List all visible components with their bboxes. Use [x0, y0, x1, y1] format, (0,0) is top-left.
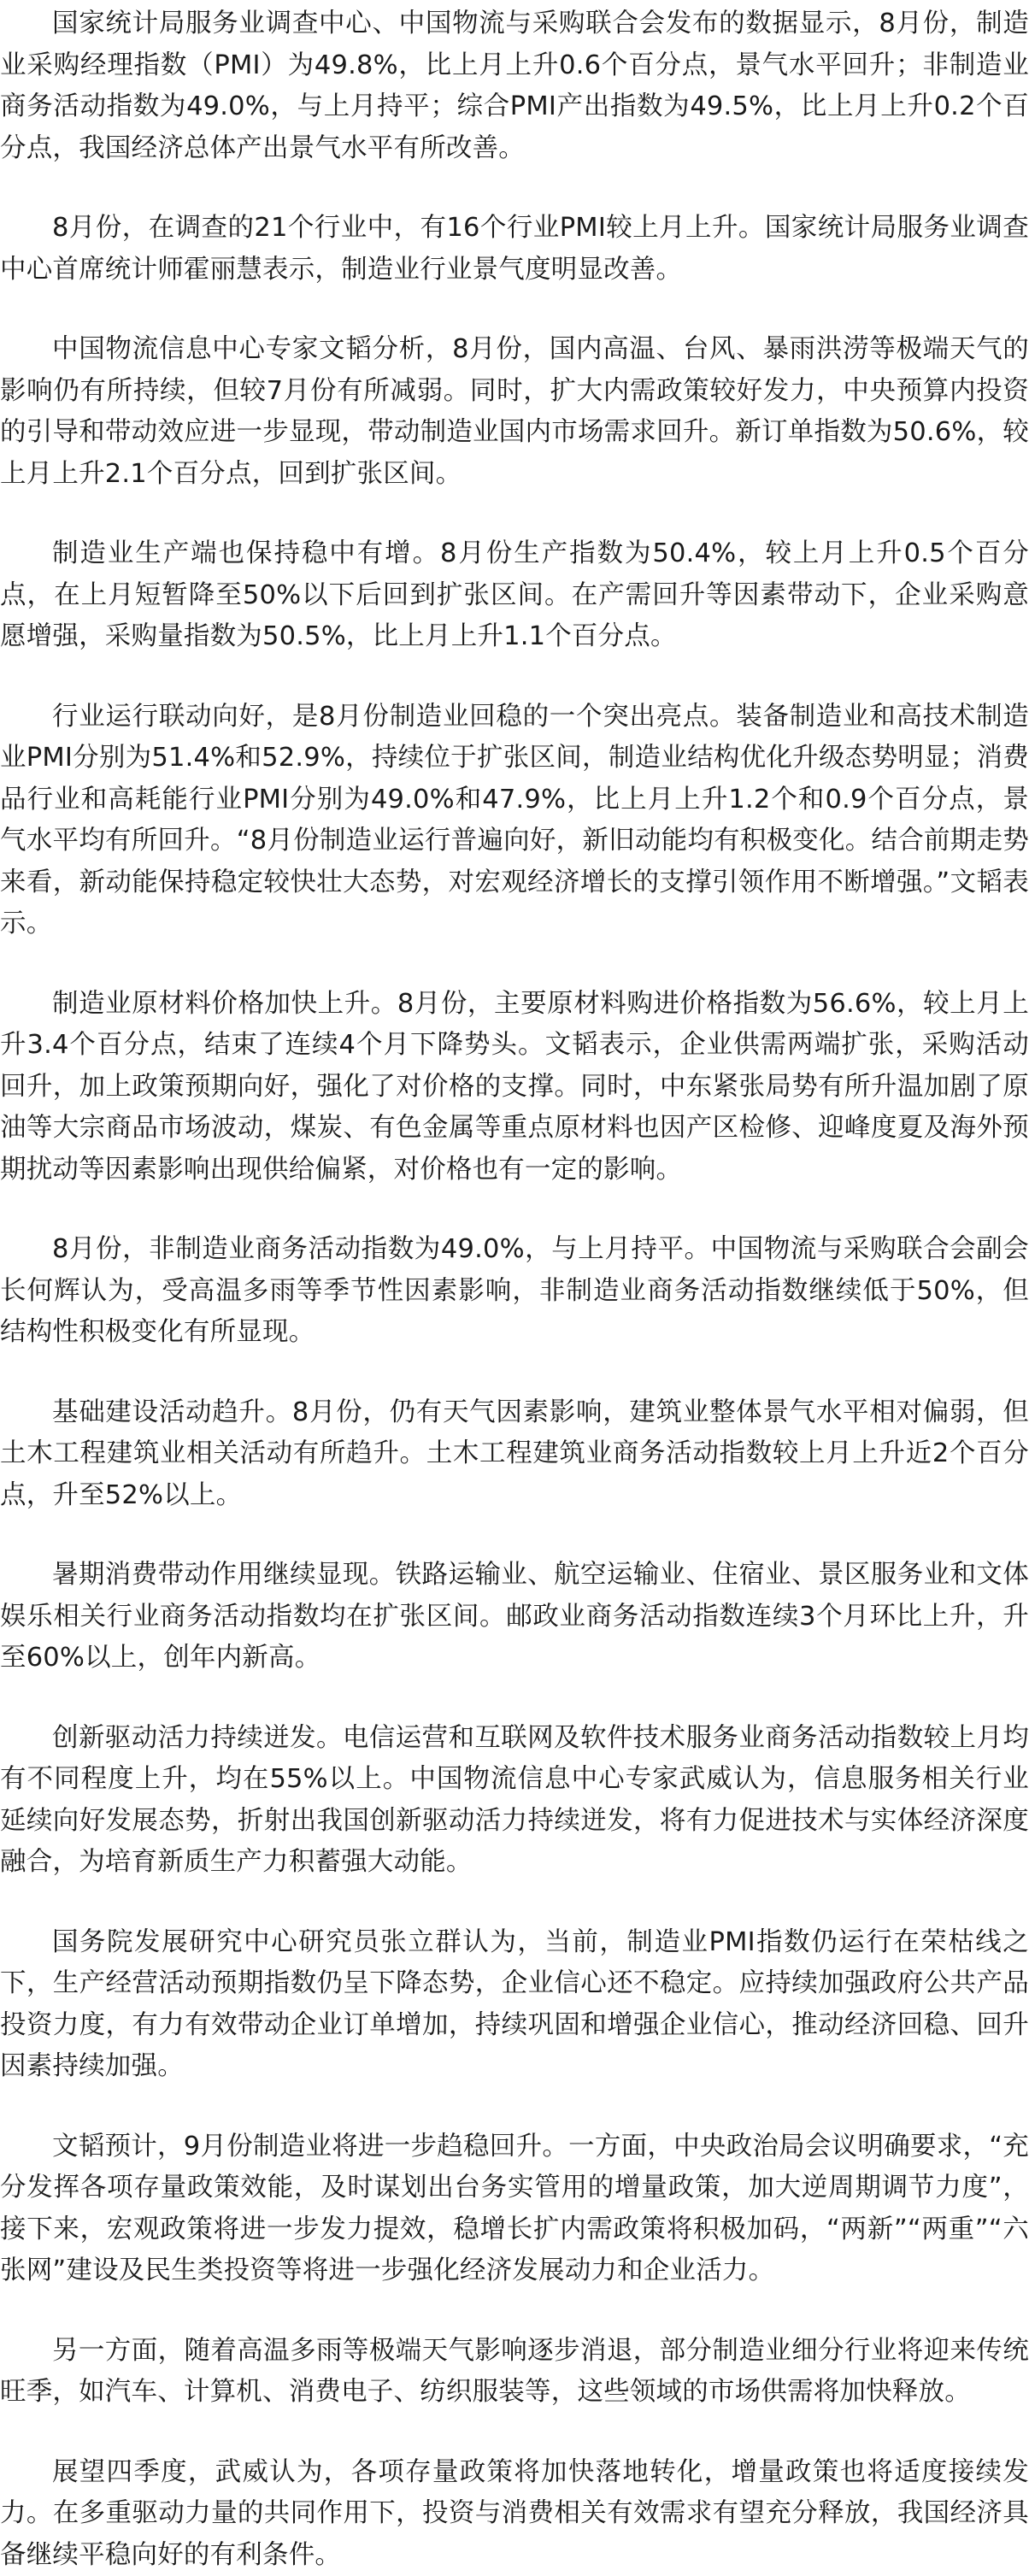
paragraph-9: 暑期消费带动作用继续显现。铁路运输业、航空运输业、住宿业、景区服务业和文体娱乐相关行业商务活动指数均在扩张区间。邮政业商务活动指数连续3个月环比上升，升至60%以上，创年内新高。: [0, 1555, 1029, 1679]
paragraph-13: 另一方面，随着高温多雨等极端天气影响逐步消退，部分制造业细分行业将迎来传统旺季，如汽车、计算机、消费电子、纺织服装等，这些领域的市场供需将加快释放。: [0, 2331, 1029, 2414]
paragraph-3: 中国物流信息中心专家文韬分析，8月份，国内高温、台风、暴雨洪涝等极端天气的影响仍有所持续，但较7月份有所减弱。同时，扩大内需政策较好发力，中央预算内投资的引导和带动效应进一步显现，带动制造业国内市场需求回升。新订单指数为50.6%，较上月上升2.1个百分点，回到扩张区间。: [0, 329, 1029, 495]
paragraph-2: 8月份，在调查的21个行业中，有16个行业PMI较上月上升。国家统计局服务业调查中心首席统计师霍丽慧表示，制造业行业景气度明显改善。: [0, 208, 1029, 291]
paragraph-10: 创新驱动活力持续迸发。电信运营和互联网及软件技术服务业商务活动指数较上月均有不同程度上升，均在55%以上。中国物流信息中心专家武威认为，信息服务相关行业延续向好发展态势，折射出我国创新驱动活力持续迸发，将有力促进技术与实体经济深度融合，为培育新质生产力积蓄强大动能。: [0, 1718, 1029, 1884]
paragraph-7: 8月份，非制造业商务活动指数为49.0%，与上月持平。中国物流与采购联合会副会长何辉认为，受高温多雨等季节性因素影响，非制造业商务活动指数继续低于50%，但结构性积极变化有所显现。: [0, 1229, 1029, 1354]
paragraph-11: 国务院发展研究中心研究员张立群认为，当前，制造业PMI指数仍运行在荣枯线之下，生产经营活动预期指数仍呈下降态势，企业信心还不稳定。应持续加强政府公共产品投资力度，有力有效带动企业订单增加，持续巩固和增强企业信心，推动经济回稳、回升因素持续加强。: [0, 1922, 1029, 2088]
paragraph-6: 制造业原材料价格加快上升。8月份，主要原材料购进价格指数为56.6%，较上月上升3.4个百分点，结束了连续4个月下降势头。文韬表示，企业供需两端扩张，采购活动回升，加上政策预期向好，强化了对价格的支撑。同时，中东紧张局势有所升温加剧了原油等大宗商品市场波动，煤炭、有色金属等重点原材料也因产区检修、迎峰度夏及海外预期扰动等因素影响出现供给偏紧，对价格也有一定的影响。: [0, 984, 1029, 1191]
paragraph-8: 基础建设活动趋升。8月份，仍有天气因素影响，建筑业整体景气水平相对偏弱，但土木工程建筑业相关活动有所趋升。土木工程建筑业商务活动指数较上月上升近2个百分点，升至52%以上。: [0, 1392, 1029, 1517]
paragraph-4: 制造业生产端也保持稳中有增。8月份生产指数为50.4%，较上月上升0.5个百分点，在上月短暂降至50%以下后回到扩张区间。在产需回升等因素带动下，企业采购意愿增强，采购量指数为50.5%，比上月上升1.1个百分点。: [0, 533, 1029, 658]
paragraph-5: 行业运行联动向好，是8月份制造业回稳的一个突出亮点。装备制造业和高技术制造业PMI分别为51.4%和52.9%，持续位于扩张区间，制造业结构优化升级态势明显；消费品行业和高耗能行业PMI分别为49.0%和47.9%，比上月上升1.2个和0.9个百分点，景气水平均有所回升。“8月份制造业运行普遍向好，新旧动能均有积极变化。结合前期走势来看，新动能保持稳定较快壮大态势，对宏观经济增长的支撑引领作用不断增强。”文韬表示。: [0, 697, 1029, 945]
paragraph-14: 展望四季度，武威认为，各项存量政策将加快落地转化，增量政策也将适度接续发力。在多重驱动力量的共同作用下，投资与消费相关有效需求有望充分释放，我国经济具备继续平稳向好的有利条件。: [0, 2452, 1029, 2576]
paragraph-1: 国家统计局服务业调查中心、中国物流与采购联合会发布的数据显示，8月份，制造业采购经理指数（PMI）为49.8%，比上月上升0.6个百分点，景气水平回升；非制造业商务活动指数为49.0%，与上月持平；综合PMI产出指数为49.5%，比上月上升0.2个百分点，我国经济总体产出景气水平有所改善。: [0, 3, 1029, 169]
paragraph-12: 文韬预计，9月份制造业将进一步趋稳回升。一方面，中央政治局会议明确要求，“充分发挥各项存量政策效能，及时谋划出台务实管用的增量政策，加大逆周期调节力度”，接下来，宏观政策将进一步发力提效，稳增长扩内需政策将积极加码，“两新”“两重”“六张网”建设及民生类投资等将进一步强化经济发展动力和企业活力。: [0, 2126, 1029, 2292]
